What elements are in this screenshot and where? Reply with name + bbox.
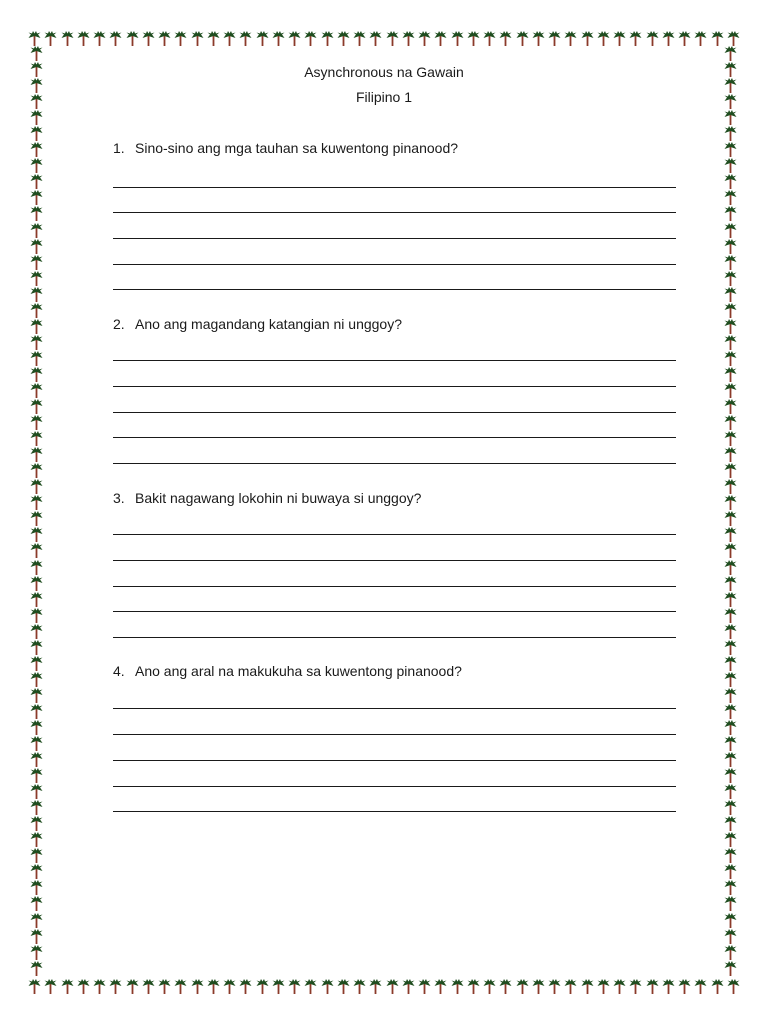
palm-tree-icon [30,255,43,270]
palm-tree-icon [30,720,43,735]
border-top [28,30,740,46]
palm-tree-icon [724,190,737,205]
palm-tree-icon [30,624,43,639]
answer-line[interactable] [113,412,676,413]
palm-tree-icon [613,31,626,46]
question-text: Bakit nagawang lokohin ni buwaya si unggoy? [135,490,422,506]
palm-tree-icon [158,979,171,994]
palm-tree-icon [694,31,707,46]
palm-tree-icon [418,31,431,46]
palm-tree-icon [30,190,43,205]
palm-tree-icon [30,415,43,430]
palm-tree-icon [434,31,447,46]
answer-line[interactable] [113,360,676,361]
border-bottom [28,978,740,994]
palm-tree-icon [126,31,139,46]
question-2 [113,316,402,332]
palm-tree-icon [30,287,43,302]
palm-tree-icon [30,896,43,911]
palm-tree-icon [724,527,737,542]
answer-line[interactable] [113,786,676,787]
answer-line[interactable] [113,560,676,561]
palm-tree-icon [499,31,512,46]
palm-tree-icon [724,784,737,799]
palm-tree-icon [30,447,43,462]
palm-tree-icon [30,495,43,510]
palm-tree-icon [142,979,155,994]
palm-tree-icon [724,142,737,157]
palm-tree-icon [61,31,74,46]
palm-tree-icon [369,979,382,994]
palm-tree-icon [724,110,737,125]
palm-tree-icon [30,961,43,976]
page-subtitle: Filipino 1 [355,89,413,105]
palm-tree-icon [662,31,675,46]
palm-tree-icon [30,929,43,944]
palm-tree-icon [724,672,737,687]
border-right [722,46,738,976]
palm-tree-icon [93,31,106,46]
palm-tree-icon [678,31,691,46]
palm-tree-icon [337,31,350,46]
palm-tree-icon [223,979,236,994]
palm-tree-icon [629,31,642,46]
palm-tree-icon [174,979,187,994]
palm-tree-icon [30,543,43,558]
palm-tree-icon [724,479,737,494]
palm-tree-icon [483,31,496,46]
palm-tree-icon [30,864,43,879]
palm-tree-icon [369,31,382,46]
palm-tree-icon [61,979,74,994]
palm-tree-icon [93,979,106,994]
answer-line[interactable] [113,586,676,587]
palm-tree-icon [467,31,480,46]
palm-tree-icon [30,319,43,334]
palm-tree-icon [724,768,737,783]
palm-tree-icon [499,979,512,994]
palm-tree-icon [724,929,737,944]
page-title: Asynchronous na Gawain [304,64,464,80]
palm-tree-icon [724,608,737,623]
answer-line[interactable] [113,386,676,387]
palm-tree-icon [564,979,577,994]
palm-tree-icon [646,979,659,994]
palm-tree-icon [30,351,43,366]
palm-tree-icon [30,335,43,350]
palm-tree-icon [353,31,366,46]
palm-tree-icon [581,31,594,46]
palm-tree-icon [30,383,43,398]
palm-tree-icon [724,367,737,382]
palm-tree-icon [30,110,43,125]
palm-tree-icon [30,126,43,141]
palm-tree-icon [532,979,545,994]
palm-tree-icon [30,592,43,607]
palm-tree-icon [724,431,737,446]
palm-tree-icon [239,979,252,994]
palm-tree-icon [532,31,545,46]
palm-tree-icon [30,656,43,671]
palm-tree-icon [434,979,447,994]
palm-tree-icon [724,495,737,510]
palm-tree-icon [724,351,737,366]
palm-tree-icon [386,979,399,994]
palm-tree-icon [272,979,285,994]
palm-tree-icon [724,511,737,526]
palm-tree-icon [724,126,737,141]
palm-tree-icon [30,640,43,655]
palm-tree-icon [724,319,737,334]
palm-tree-icon [724,271,737,286]
palm-tree-icon [30,239,43,254]
question-text: Sino-sino ang mga tauhan sa kuwentong pinanood? [135,140,459,156]
question-text: Ano ang aral na makukuha sa kuwentong pinanood? [135,663,462,679]
question-1 [113,140,458,156]
palm-tree-icon [30,560,43,575]
answer-line[interactable] [113,534,676,535]
answer-line[interactable] [113,264,676,265]
palm-tree-icon [30,832,43,847]
palm-tree-icon [678,979,691,994]
answer-line[interactable] [113,611,676,612]
palm-tree-icon [30,206,43,221]
palm-tree-icon [724,46,737,61]
palm-tree-icon [30,945,43,960]
palm-tree-icon [28,31,41,46]
palm-tree-icon [724,704,737,719]
answer-line[interactable] [113,212,676,213]
answer-line[interactable] [113,187,676,188]
palm-tree-icon [724,864,737,879]
palm-tree-icon [30,303,43,318]
palm-tree-icon [191,31,204,46]
answer-line[interactable] [113,238,676,239]
palm-tree-icon [30,223,43,238]
palm-tree-icon [724,543,737,558]
palm-tree-icon [724,158,737,173]
answer-line[interactable] [113,637,676,638]
palm-tree-icon [724,223,737,238]
palm-tree-icon [724,848,737,863]
palm-tree-icon [724,560,737,575]
answer-line[interactable] [113,760,676,761]
palm-tree-icon [724,624,737,639]
palm-tree-icon [30,784,43,799]
palm-tree-icon [30,608,43,623]
palm-tree-icon [629,979,642,994]
palm-tree-icon [597,979,610,994]
border-left [28,46,44,976]
answer-line[interactable] [113,463,676,464]
palm-tree-icon [724,399,737,414]
palm-tree-icon [548,31,561,46]
palm-tree-icon [272,31,285,46]
palm-tree-icon [724,447,737,462]
palm-tree-icon [418,979,431,994]
palm-tree-icon [321,979,334,994]
palm-tree-icon [581,979,594,994]
palm-tree-icon [724,576,737,591]
palm-tree-icon [711,31,724,46]
palm-tree-icon [142,31,155,46]
palm-tree-icon [44,979,57,994]
palm-tree-icon [28,979,41,994]
palm-tree-icon [30,800,43,815]
palm-tree-icon [30,399,43,414]
palm-tree-icon [724,896,737,911]
palm-tree-icon [724,945,737,960]
palm-tree-icon [30,880,43,895]
palm-tree-icon [724,800,737,815]
palm-tree-icon [694,979,707,994]
palm-tree-icon [256,31,269,46]
palm-tree-icon [126,979,139,994]
palm-tree-icon [30,736,43,751]
palm-tree-icon [30,848,43,863]
question-number: 4. [113,663,125,679]
palm-tree-icon [288,31,301,46]
palm-tree-icon [256,979,269,994]
question-4 [113,663,462,679]
palm-tree-icon [30,463,43,478]
palm-tree-icon [402,979,415,994]
question-number: 2. [113,316,125,332]
palm-tree-icon [467,979,480,994]
palm-tree-icon [109,979,122,994]
palm-tree-icon [451,31,464,46]
question-text: Ano ang magandang katangian ni unggoy? [135,316,402,332]
palm-tree-icon [516,979,529,994]
answer-line[interactable] [113,708,676,709]
palm-tree-icon [724,383,737,398]
palm-tree-icon [30,672,43,687]
palm-tree-icon [30,271,43,286]
palm-tree-icon [724,463,737,478]
palm-tree-icon [30,511,43,526]
palm-tree-icon [109,31,122,46]
palm-tree-icon [77,31,90,46]
palm-tree-icon [30,431,43,446]
palm-tree-icon [353,979,366,994]
palm-tree-icon [727,31,740,46]
palm-tree-icon [337,979,350,994]
palm-tree-icon [30,704,43,719]
palm-tree-icon [564,31,577,46]
palm-tree-icon [613,979,626,994]
palm-tree-icon [724,239,737,254]
palm-tree-icon [724,640,737,655]
palm-tree-icon [724,832,737,847]
palm-tree-icon [724,206,737,221]
palm-tree-icon [646,31,659,46]
palm-tree-icon [30,752,43,767]
palm-tree-icon [727,979,740,994]
palm-tree-icon [174,31,187,46]
palm-tree-icon [30,768,43,783]
palm-tree-icon [288,979,301,994]
palm-tree-icon [724,656,737,671]
palm-tree-icon [30,367,43,382]
palm-tree-icon [30,174,43,189]
palm-tree-icon [30,688,43,703]
palm-tree-icon [724,303,737,318]
answer-line[interactable] [113,811,676,812]
answer-line[interactable] [113,289,676,290]
palm-tree-icon [386,31,399,46]
palm-tree-icon [516,31,529,46]
palm-tree-icon [548,979,561,994]
palm-tree-icon [30,576,43,591]
palm-tree-icon [451,979,464,994]
palm-tree-icon [207,31,220,46]
palm-tree-icon [724,255,737,270]
palm-tree-icon [724,415,737,430]
palm-tree-icon [724,752,737,767]
palm-tree-icon [724,961,737,976]
question-number: 1. [113,140,125,156]
palm-tree-icon [77,979,90,994]
palm-tree-icon [724,287,737,302]
palm-tree-icon [724,174,737,189]
palm-tree-icon [30,46,43,61]
palm-tree-icon [30,913,43,928]
palm-tree-icon [30,816,43,831]
answer-line[interactable] [113,734,676,735]
palm-tree-icon [724,335,737,350]
palm-tree-icon [304,31,317,46]
palm-tree-icon [239,31,252,46]
palm-tree-icon [724,913,737,928]
palm-tree-icon [223,31,236,46]
palm-tree-icon [30,479,43,494]
palm-tree-icon [724,592,737,607]
question-3 [113,490,421,506]
palm-tree-icon [483,979,496,994]
palm-tree-icon [158,31,171,46]
palm-tree-icon [321,31,334,46]
palm-tree-icon [597,31,610,46]
palm-tree-icon [30,527,43,542]
palm-tree-icon [724,816,737,831]
question-number: 3. [113,490,125,506]
palm-tree-icon [724,688,737,703]
palm-tree-icon [30,142,43,157]
palm-tree-icon [30,158,43,173]
palm-tree-icon [724,880,737,895]
palm-tree-icon [402,31,415,46]
palm-tree-icon [207,979,220,994]
answer-line[interactable] [113,437,676,438]
palm-tree-icon [191,979,204,994]
palm-tree-icon [304,979,317,994]
palm-tree-icon [724,736,737,751]
palm-tree-icon [711,979,724,994]
palm-tree-icon [724,720,737,735]
palm-tree-icon [44,31,57,46]
palm-tree-icon [662,979,675,994]
